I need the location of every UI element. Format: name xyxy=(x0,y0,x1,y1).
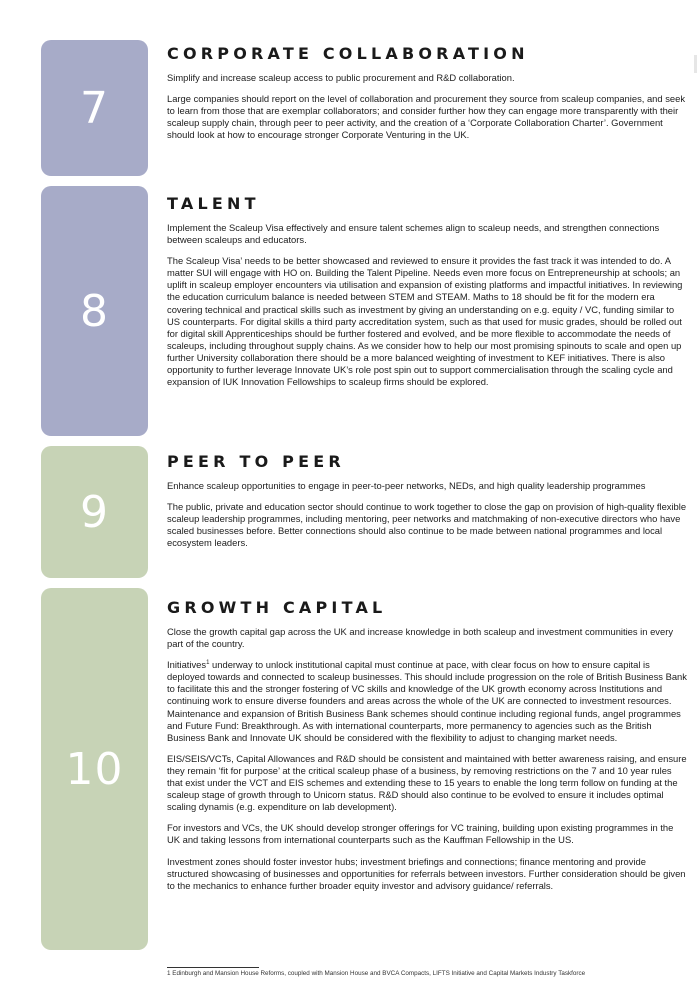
section-paragraph xyxy=(167,659,687,744)
section-peer-to-peer xyxy=(167,452,687,558)
section-paragraph: EIS/SEIS/VCTs, Capital Allowances and R&D should be consistent and maintained with better awareness raising, and ensure they remain ‘fit for purpose’ at the critical scaleup phase of a business, by removing restrictions on the 7 and 10 year rules that exist under the VCT and EIS schemes and extending these to 15 years to enable the long term follow on funding at the scaleup stage of growth through to Unicorn status. R&D should also continue to be evolved to ensure it includes optimal scaling dynamis (e.g. expenditure on lab development). xyxy=(167,752,687,813)
section-summary: Implement the Scaleup Visa effectively and ensure talent schemes align to scaleup needs, and strengthen connections between scaleups and educators. xyxy=(167,222,660,246)
section-title: CORPORATE COLLABORATION xyxy=(167,44,529,63)
footnote: 1 Edinburgh and Mansion House Reforms, coupled with Mansion House and BVCA Compacts, LIFTS Initiative and Capital Markets Industry Taskforce xyxy=(167,970,586,977)
section-number: 7 xyxy=(80,82,109,134)
section-number-block-8 xyxy=(41,186,148,436)
section-paragraph: The Scaleup Visa’ needs to be better showcased and reviewed to ensure it provides the fast track it was intended to do. A matter SUI will engage with HO on. Building the Talent Pipeline. Needs even more focus on Entrepreneurship at schools; an uplift in scaleup employer encounters via utilisation and expansion of existing platforms and impactful initiatives. In reviewing the education curriculum balance is needed between STEM and STEAM. Maths to 18 should be fit for the modern era covering technical and practical skills such as investment by giving an understanding on e.g. equity / VC, funding similar to US counterparts. For digital skills a third party accreditation system, such as that used for music grades, should be rolled out for digital skill Apprenticeships should be further fostered and evolved, and be more flexible to accommodate the needs of scaleups, including throughout supply chains. As we consider how to help our most promising spinouts to scale and open up further University collaboration there should be a more balanced weighting of investment to KEF initiatives. There is also opportunity to further leverage Innovate UK’s role post spin out to support commercialisation through the scaling cycle and expansion of IUK Innovation Fellowships to scaleup firms should be explored. xyxy=(167,255,683,388)
section-number: 9 xyxy=(80,486,109,538)
footnote-divider xyxy=(167,967,259,968)
lead-word: Initiatives xyxy=(167,659,207,671)
section-paragraph: For investors and VCs, the UK should develop stronger offerings for VC training, building upon existing programmes in the UK and taking lessons from international counterparts such as the Kauffman Fellowship in the US. xyxy=(167,822,674,846)
section-corporate-collaboration xyxy=(167,44,687,150)
section-growth-capital xyxy=(167,598,687,901)
section-title: PEER TO PEER xyxy=(167,452,345,471)
section-number: 8 xyxy=(80,285,109,337)
section-paragraph: Investment zones should foster investor hubs; investment briefings and connections; finance mentoring and provide structured showcasing of businesses and opportunities for referrals between investors. Further consideration should be given to the mechanics to enhance further broader equity investor and advisory guidance/ referrals. xyxy=(167,855,686,891)
section-number-block-10 xyxy=(41,588,148,950)
section-title: TALENT xyxy=(167,194,260,213)
section-talent xyxy=(167,194,687,397)
section-summary: Enhance scaleup opportunities to engage in peer-to-peer networks, NEDs, and high quality leadership programmes xyxy=(167,480,646,491)
footnote-marker[interactable]: 1 xyxy=(206,660,210,667)
section-number: 10 xyxy=(65,743,124,795)
paragraph-text: underway to unlock institutional capital must continue at pace, with clear focus on how to ensure capital is deployed towards and connected to scaleup businesses. This should include progression on the role of British Business Bank to facilitate this and the stronger fostering of VC skills and knowledge of the UK growth economy across Institutions and continuing work to ensure diverse founders and areas across the whole of the UK are connected to investment resources. Maintenance and expansion of British Business Bank schemes should continue including regional funds, angel programmes and Future Fund: Breakthrough. As with international counterparts, more permanency to agencies such as the British Business Bank and Innovate UK should be considered with the flexibility to adjust to changing market needs. xyxy=(167,659,687,743)
section-title: GROWTH CAPITAL xyxy=(167,598,387,617)
section-summary: Simplify and increase scaleup access to public procurement and R&D collaboration. xyxy=(167,72,515,83)
section-paragraph: The public, private and education sector should continue to work together to close the gap on provision of high-quality flexible scaleup leadership programmes, including mentoring, peer networks and matchmaking of non-executive directors who have scaled businesses before. Better connections should also continue to be made between national programmes and local ecosystem leaders. xyxy=(167,501,687,549)
section-number-block-9 xyxy=(41,446,148,578)
section-summary: Close the growth capital gap across the UK and increase knowledge in both scaleup and investment communities in every part of the country. xyxy=(167,626,674,650)
section-paragraph: Large companies should report on the level of collaboration and procurement they source from scaleup companies, and seek to learn from those that are exemplar collaborators; and consider further how they can engage more transparently with their scaleup supply chain, through peer to peer activity, and the creation of a ‘Corporate Collaboration Charter’. Government should look at how to encourage stronger Corporate Venturing in the UK. xyxy=(167,93,686,141)
section-number-block-7 xyxy=(41,40,148,176)
